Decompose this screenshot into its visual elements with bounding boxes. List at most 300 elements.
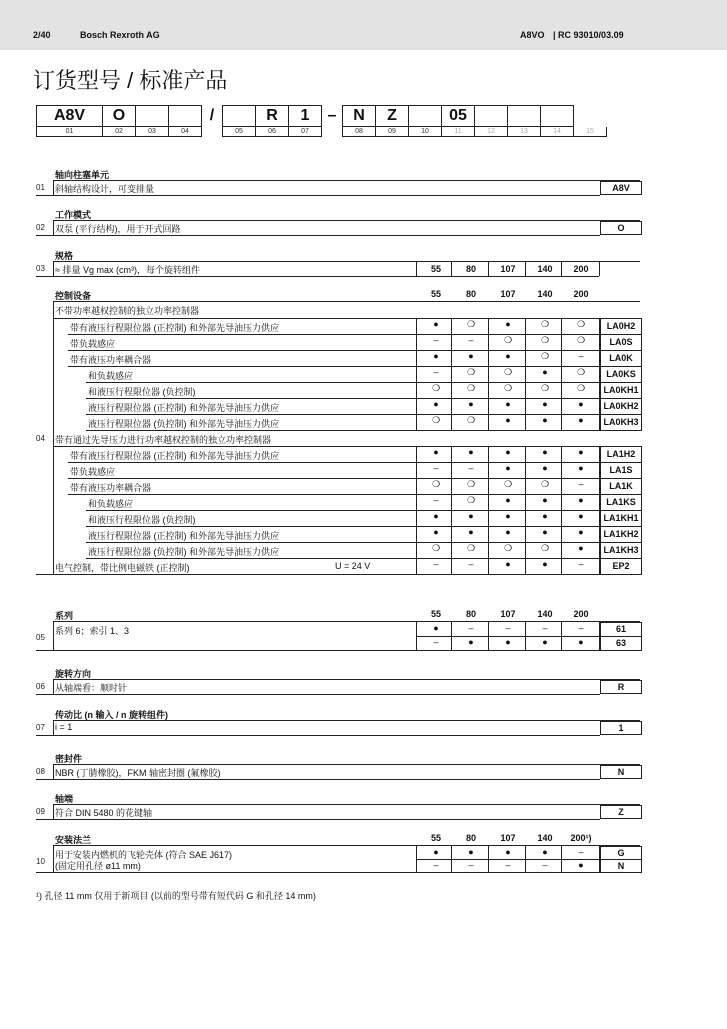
size-header: 107 — [500, 833, 516, 843]
row-text: 斜轴结构设计，可变排量 — [55, 184, 155, 194]
rule — [36, 819, 600, 820]
value-cell: ● — [542, 415, 548, 425]
value-cell: ❍ — [466, 543, 476, 553]
company-name: Bosch Rexroth AG — [80, 30, 160, 40]
value-cell: – — [578, 351, 584, 361]
value-cell: ● — [542, 847, 548, 857]
rule — [416, 446, 417, 462]
value-cell: – — [433, 463, 439, 473]
value-cell: ● — [542, 527, 548, 537]
rule — [53, 679, 640, 680]
value-cell: – — [433, 559, 439, 569]
value-cell: ❍ — [576, 383, 586, 393]
rule — [488, 446, 489, 462]
size-header: 80 — [465, 609, 476, 619]
value-cell: ● — [542, 367, 548, 377]
size-header: 140 — [537, 289, 553, 299]
row-number: 10 — [36, 857, 45, 866]
code-value: Z — [600, 805, 642, 819]
code-value: LA0KH1 — [600, 382, 642, 399]
value-cell: – — [542, 623, 548, 633]
value-cell: ❍ — [431, 543, 441, 553]
rule — [416, 398, 417, 414]
rule — [451, 334, 452, 350]
code-box — [409, 106, 442, 127]
code-value: EP2 — [600, 558, 642, 575]
rule — [488, 859, 489, 872]
code-box: 1 — [289, 106, 322, 127]
value-cell: ● — [542, 399, 548, 409]
row-text: 和负载感应 — [88, 499, 134, 509]
rule — [451, 494, 452, 510]
code-value: LA0KS — [600, 366, 642, 383]
value-cell: ● — [542, 447, 548, 457]
rule — [53, 220, 54, 235]
rule — [525, 558, 526, 574]
rule — [561, 366, 562, 382]
value-cell: ❍ — [466, 367, 476, 377]
value-cell: ● — [433, 447, 439, 457]
position-number: 05 — [223, 127, 256, 137]
section-heading: 旋转方向 — [55, 669, 92, 679]
size-header: 55 — [430, 289, 441, 299]
rule — [488, 558, 489, 574]
rule — [525, 382, 526, 398]
value-cell: ● — [542, 511, 548, 521]
code-box: / — [209, 107, 215, 124]
code-value: LA1KH2 — [600, 526, 642, 543]
row-text: 带有液压行程限位器 (正控制) 和外部先导油压力供应 — [70, 323, 279, 333]
position-number: 07 — [289, 127, 322, 137]
rule — [561, 526, 562, 542]
rule — [561, 494, 562, 510]
value-cell: – — [468, 559, 474, 569]
rule — [53, 301, 54, 574]
rule — [488, 414, 489, 430]
page-header — [0, 0, 727, 50]
code-value: LA1H2 — [600, 446, 642, 463]
value-cell: ❍ — [503, 335, 513, 345]
value-cell: ● — [505, 351, 511, 361]
rule — [416, 462, 417, 478]
code-value: LA1KS — [600, 494, 642, 511]
section-heading: 传动比 (n 输入 / n 旋转组件) — [55, 710, 168, 720]
rule — [451, 846, 452, 859]
rule — [451, 366, 452, 382]
rule — [36, 650, 416, 651]
rule — [451, 261, 452, 276]
value-cell: ❍ — [466, 495, 476, 505]
size-header: 55 — [430, 264, 441, 274]
section-heading: 控制设备 — [55, 291, 92, 301]
value-cell: ❍ — [466, 479, 476, 489]
code-box — [541, 106, 574, 127]
rule — [53, 261, 640, 262]
rule — [525, 859, 526, 872]
row-text: 和液压行程限位器 (负控制) — [88, 515, 196, 525]
row-number: 02 — [36, 223, 45, 232]
value-cell: ● — [505, 319, 511, 329]
value-cell: ● — [578, 543, 584, 553]
rule — [451, 350, 452, 366]
value-cell: – — [433, 367, 439, 377]
rule — [53, 720, 640, 721]
value-cell: ● — [468, 637, 474, 647]
value-cell: ● — [542, 559, 548, 569]
rule — [53, 764, 54, 779]
code-value: 1 — [600, 721, 642, 735]
value-cell: ● — [505, 447, 511, 457]
value-cell: – — [433, 860, 439, 870]
rule — [36, 574, 640, 575]
position-number: 01 — [37, 127, 103, 137]
rule — [525, 526, 526, 542]
value-cell: ● — [542, 463, 548, 473]
size-header: 200 — [573, 609, 589, 619]
rule — [525, 366, 526, 382]
rule — [561, 510, 562, 526]
rule — [36, 779, 600, 780]
row-text: 液压行程限位器 (负控制) 和外部先导油压力供应 — [88, 419, 279, 429]
rule — [488, 478, 489, 494]
rule — [561, 636, 562, 650]
product-ref: A8VO — [520, 30, 545, 40]
value-cell: ● — [578, 495, 584, 505]
position-number: 03 — [136, 127, 169, 137]
value-cell: – — [505, 623, 511, 633]
code-value: G — [600, 846, 642, 860]
value-cell: ● — [505, 399, 511, 409]
row-text: 液压行程限位器 (正控制) 和外部先导油压力供应 — [88, 531, 279, 541]
row-text: ≈ 排量 Vg max (cm³)，每个旋转组件 — [55, 265, 200, 275]
row-text: 带有液压行程限位器 (正控制) 和外部先导油压力供应 — [70, 451, 279, 461]
size-header: 107 — [500, 264, 516, 274]
position-numbers — [36, 127, 607, 137]
rule — [525, 334, 526, 350]
value-cell: – — [468, 623, 474, 633]
rule — [525, 318, 526, 334]
rule — [488, 350, 489, 366]
code-box: A8V — [37, 106, 103, 127]
row-text: (固定用孔径 ø11 mm) — [55, 861, 141, 871]
size-header: 80 — [465, 833, 476, 843]
position-number: 06 — [256, 127, 289, 137]
position-number — [202, 127, 223, 137]
rule — [36, 735, 600, 736]
code-value: LA0KH2 — [600, 398, 642, 415]
rule — [53, 301, 640, 302]
row-number: 06 — [36, 682, 45, 691]
section-heading: 工作模式 — [55, 210, 92, 220]
rule — [416, 526, 417, 542]
rule — [561, 318, 562, 334]
rule — [451, 382, 452, 398]
rule — [525, 446, 526, 462]
value-cell: ❍ — [540, 335, 550, 345]
rule — [561, 414, 562, 430]
section-heading: 规格 — [55, 251, 74, 261]
rule — [561, 542, 562, 558]
value-cell: – — [433, 495, 439, 505]
code-value: LA0S — [600, 334, 642, 351]
rule — [488, 494, 489, 510]
position-number: 09 — [376, 127, 409, 137]
rule — [416, 542, 417, 558]
rule — [525, 636, 526, 650]
position-number: 11 — [442, 127, 475, 137]
rule — [416, 261, 417, 276]
rule — [525, 478, 526, 494]
value-cell: ● — [578, 511, 584, 521]
rule — [561, 350, 562, 366]
code-value: 63 — [600, 636, 642, 651]
page-title: 订货型号 / 标准产品 — [33, 68, 228, 93]
row-text: 带有液压功率耦合器 — [70, 483, 152, 493]
value-cell: – — [578, 847, 584, 857]
value-cell: – — [542, 860, 548, 870]
rule — [416, 366, 417, 382]
size-header: 55 — [430, 609, 441, 619]
rule — [53, 845, 54, 872]
value-cell: ❍ — [576, 319, 586, 329]
position-number: 13 — [508, 127, 541, 137]
rule — [416, 494, 417, 510]
value-cell: ● — [433, 351, 439, 361]
row-text: 带有液压功率耦合器 — [70, 355, 152, 365]
rule — [451, 542, 452, 558]
value-cell: – — [468, 860, 474, 870]
rule — [561, 398, 562, 414]
code-value: N — [600, 765, 642, 779]
value-cell: ● — [578, 415, 584, 425]
code-box: – — [327, 107, 337, 124]
value-cell: ● — [578, 463, 584, 473]
row-number: 08 — [36, 767, 45, 776]
size-header: 107 — [500, 609, 516, 619]
rule — [53, 220, 640, 221]
size-header: 200 — [573, 289, 589, 299]
rule — [488, 636, 489, 650]
position-number: 10 — [409, 127, 442, 137]
rule — [488, 318, 489, 334]
position-number — [322, 127, 343, 137]
value-cell: – — [578, 559, 584, 569]
value-cell: – — [433, 335, 439, 345]
row-number: 09 — [36, 807, 45, 816]
section-heading: 安装法兰 — [55, 835, 92, 845]
rule — [525, 398, 526, 414]
code-value: LA1S — [600, 462, 642, 479]
value-cell: ❍ — [576, 335, 586, 345]
code-value: 61 — [600, 622, 642, 637]
row-text: 用于安装内燃机的飞轮壳体 (符合 SAE J617) — [55, 850, 233, 860]
rule — [451, 398, 452, 414]
value-cell: ❍ — [503, 479, 513, 489]
value-cell: ● — [578, 399, 584, 409]
rule — [416, 382, 417, 398]
group-label: 带有通过先导压力进行功率越权控制的独立功率控制器 — [55, 435, 272, 445]
rule — [488, 261, 489, 276]
value-cell: ● — [578, 527, 584, 537]
value-cell: – — [468, 335, 474, 345]
row-text: 和负载感应 — [88, 371, 134, 381]
size-header: 140 — [537, 833, 553, 843]
rule — [599, 261, 600, 276]
rule — [561, 478, 562, 494]
value-cell: ● — [505, 847, 511, 857]
voltage: U = 24 V — [335, 561, 371, 571]
rule — [561, 446, 562, 462]
code-box — [223, 106, 256, 127]
row-text: 带负载感应 — [70, 339, 116, 349]
position-number: 14 — [541, 127, 574, 137]
rule — [53, 261, 54, 276]
value-cell: ● — [433, 319, 439, 329]
rule — [451, 622, 452, 636]
value-cell: ● — [433, 847, 439, 857]
value-cell: – — [468, 463, 474, 473]
rule — [53, 180, 54, 195]
value-cell: ● — [505, 637, 511, 647]
rule — [53, 804, 640, 805]
rule — [451, 462, 452, 478]
code-box — [136, 106, 169, 127]
rule — [488, 382, 489, 398]
value-cell: ● — [433, 623, 439, 633]
value-cell: ❍ — [540, 319, 550, 329]
value-cell: ● — [505, 527, 511, 537]
rule — [53, 679, 54, 694]
code-box — [475, 106, 508, 127]
rule — [451, 558, 452, 574]
row-text: 从轴端看：顺时针 — [55, 683, 128, 693]
value-cell: ● — [468, 447, 474, 457]
size-header: 107 — [500, 289, 516, 299]
row-text: 带负载感应 — [70, 467, 116, 477]
rule — [416, 650, 640, 651]
rule — [86, 430, 640, 431]
code-value: O — [600, 221, 642, 235]
row-text: 符合 DIN 5480 的花键轴 — [55, 808, 153, 818]
row-text: 电气控制，带比例电磁铁 (正控制) — [55, 563, 190, 573]
rule — [53, 720, 54, 735]
value-cell: – — [433, 637, 439, 647]
position-number: 04 — [169, 127, 202, 137]
rule — [488, 462, 489, 478]
rule — [525, 846, 526, 859]
rule — [561, 334, 562, 350]
value-cell: ● — [433, 511, 439, 521]
value-cell: ❍ — [503, 383, 513, 393]
value-cell: ❍ — [431, 415, 441, 425]
rule — [416, 622, 417, 636]
code-value: LA1KH1 — [600, 510, 642, 527]
rule — [451, 636, 452, 650]
value-cell: ❍ — [466, 319, 476, 329]
rule — [416, 859, 417, 872]
rule — [36, 235, 600, 236]
value-cell: ● — [433, 527, 439, 537]
code-value: LA0KH3 — [600, 414, 642, 431]
rule — [416, 510, 417, 526]
row-text: 液压行程限位器 (负控制) 和外部先导油压力供应 — [88, 547, 279, 557]
rule — [525, 261, 526, 276]
code-value: N — [600, 859, 642, 873]
value-cell: ❍ — [466, 383, 476, 393]
row-text: i = 1 — [55, 722, 73, 732]
value-cell: ● — [468, 527, 474, 537]
rule — [525, 462, 526, 478]
rule — [36, 872, 416, 873]
code-value: LA1KH3 — [600, 542, 642, 559]
rule — [451, 526, 452, 542]
rule — [525, 622, 526, 636]
value-cell: ❍ — [503, 543, 513, 553]
rule — [416, 414, 417, 430]
value-cell: ● — [542, 637, 548, 647]
size-header: 140 — [537, 609, 553, 619]
rule — [488, 622, 489, 636]
rule — [416, 846, 417, 859]
rule — [451, 414, 452, 430]
size-header: 80 — [465, 264, 476, 274]
row-text: 液压行程限位器 (正控制) 和外部先导油压力供应 — [88, 403, 279, 413]
rule — [525, 350, 526, 366]
rule — [53, 621, 54, 650]
value-cell: ❍ — [431, 479, 441, 489]
value-cell: ● — [505, 463, 511, 473]
row-text: NBR (丁腈橡胶)，FKM 轴密封圈 (氟橡胶) — [55, 768, 221, 778]
rule — [561, 558, 562, 574]
rule — [488, 846, 489, 859]
value-cell: ● — [505, 559, 511, 569]
value-cell: ❍ — [540, 351, 550, 361]
value-cell: ● — [505, 495, 511, 505]
value-cell: ● — [578, 447, 584, 457]
value-cell: ❍ — [503, 367, 513, 377]
code-value: LA0K — [600, 350, 642, 367]
value-cell: ❍ — [431, 383, 441, 393]
size-header: 55 — [430, 833, 441, 843]
value-cell: ● — [505, 511, 511, 521]
rule — [36, 195, 600, 196]
row-number: 07 — [36, 723, 45, 732]
rule — [488, 526, 489, 542]
rule — [488, 542, 489, 558]
value-cell: ❍ — [576, 367, 586, 377]
value-cell: – — [505, 860, 511, 870]
rule — [561, 846, 562, 859]
rule — [451, 859, 452, 872]
code-box: 05 — [442, 106, 475, 127]
rule — [451, 318, 452, 334]
code-box — [169, 106, 202, 127]
rule — [561, 382, 562, 398]
rule — [488, 366, 489, 382]
value-cell: ● — [468, 511, 474, 521]
row-text: 系列 6；索引 1、3 — [55, 626, 130, 636]
rule — [53, 845, 640, 846]
section-heading: 轴向柱塞单元 — [55, 170, 110, 180]
row-text: 双泵 (平行结构)，用于开式回路 — [55, 224, 181, 234]
value-cell: ❍ — [540, 479, 550, 489]
rule — [561, 261, 562, 276]
row-number: 01 — [36, 183, 45, 192]
size-header: 80 — [465, 289, 476, 299]
rule — [53, 621, 640, 622]
rule — [416, 478, 417, 494]
position-number: 12 — [475, 127, 508, 137]
